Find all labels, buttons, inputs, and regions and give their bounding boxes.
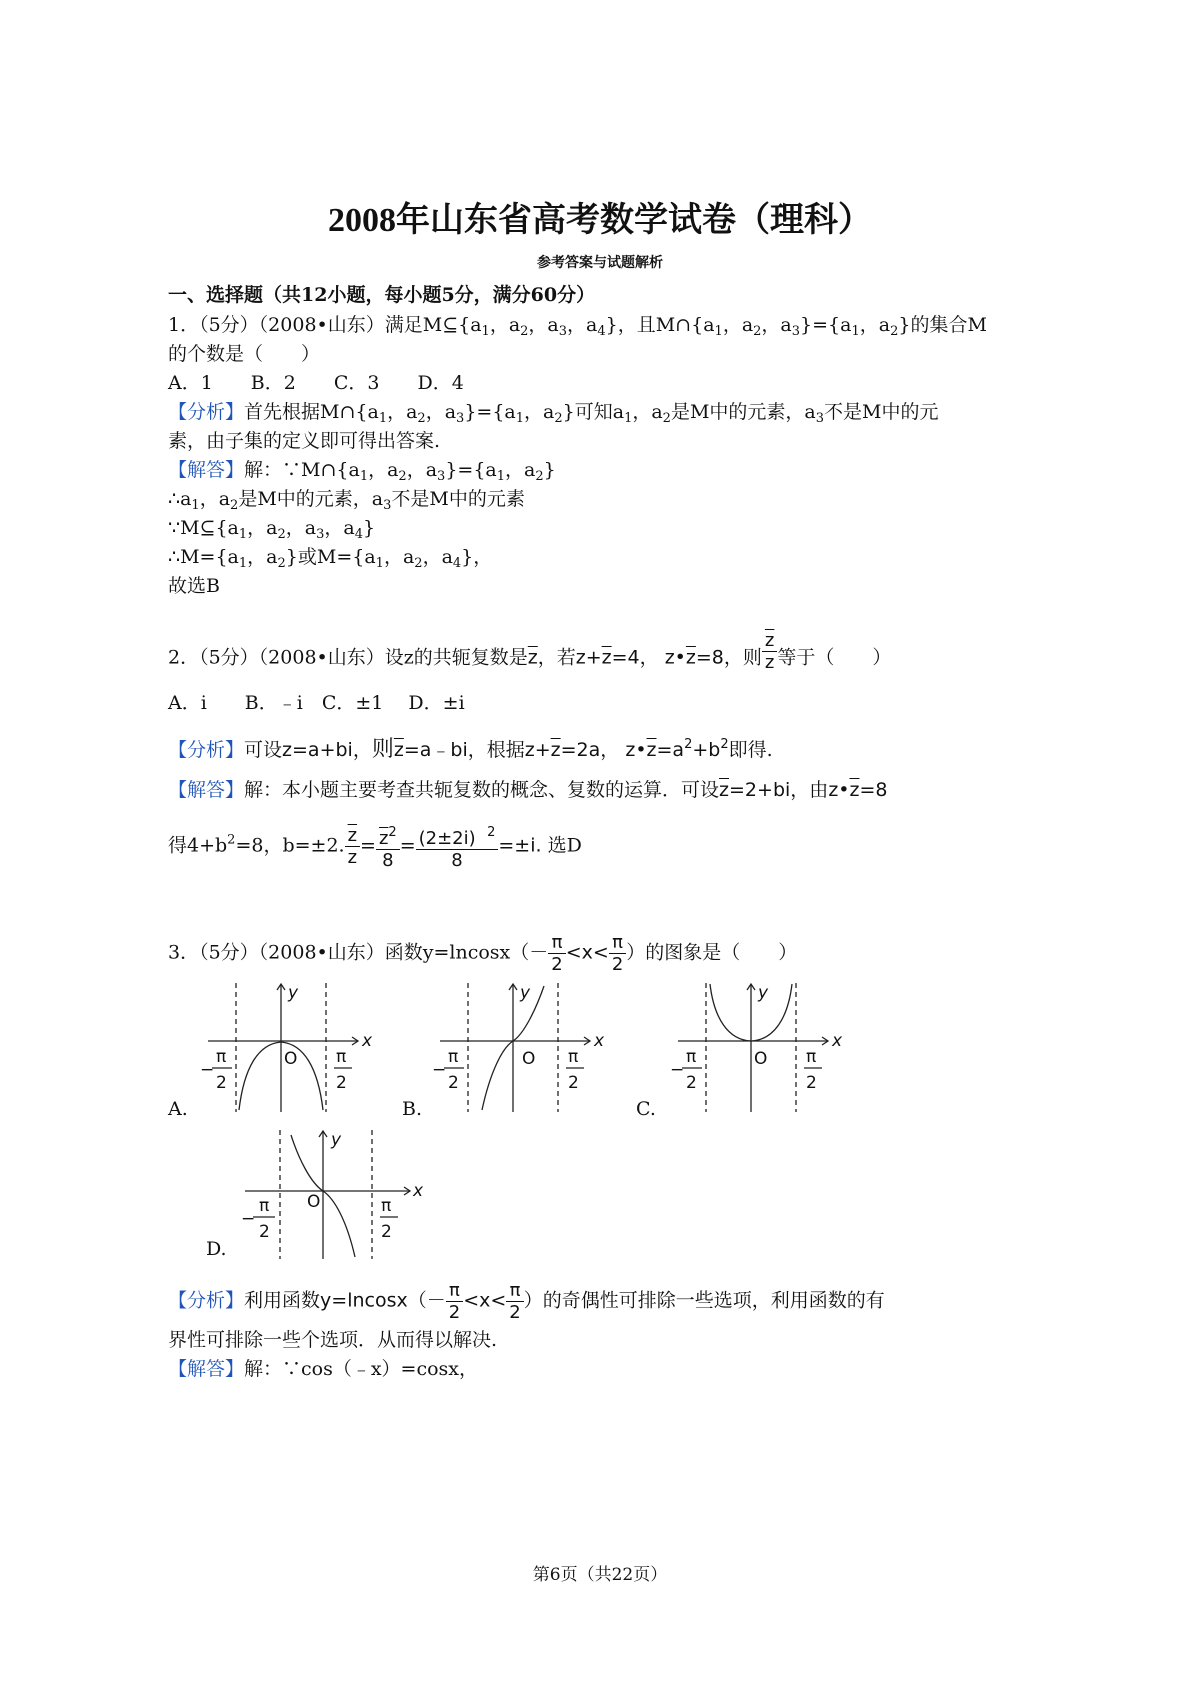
svg-text:−: − bbox=[200, 1060, 215, 1080]
svg-text:O: O bbox=[284, 1049, 298, 1069]
q1-answer-l1: 【解答】解：$\because M\cap\{a_1$，$a_2$，$a_3\}=\{a_1$，$a_2$} bbox=[168, 459, 556, 484]
svg-text:−: − bbox=[432, 1060, 447, 1080]
q3-option-a: A. bbox=[168, 1098, 188, 1120]
q1-answer-l5: 故选B bbox=[168, 575, 220, 597]
svg-text:π: π bbox=[806, 1047, 817, 1067]
q3-analysis: 【分析】利用函数y=lncosx（－ $\frac{\pi}{2}$ <x< $\frac{\pi}{2}$ ）的奇偶性可排除一些选项，利用函数的有 bbox=[168, 1280, 885, 1323]
q3-option-b: B. bbox=[402, 1098, 423, 1120]
q1-options: A．1 B．2 C．3 D．4 bbox=[168, 372, 464, 394]
svg-text:π: π bbox=[336, 1047, 347, 1067]
svg-text:y: y bbox=[520, 983, 531, 1003]
answer-tag: 【解答】 bbox=[168, 459, 245, 481]
q2-answer-l2: 得$4+b^2=8$，b=±2. $\frac{\overline{z}}{z}$ = $\frac{\overline{z}^2}{8}$ = $\frac{(2\pm 2i) ^2}{8}$ =±i. 选D bbox=[168, 822, 582, 871]
q3-option-d: D. bbox=[206, 1238, 227, 1260]
svg-text:y: y bbox=[288, 983, 299, 1003]
svg-text:π: π bbox=[686, 1047, 697, 1067]
svg-text:2: 2 bbox=[381, 1222, 392, 1242]
svg-text:y: y bbox=[331, 1130, 342, 1150]
svg-text:2: 2 bbox=[336, 1073, 347, 1093]
svg-text:π: π bbox=[259, 1196, 270, 1216]
svg-text:2: 2 bbox=[686, 1073, 697, 1093]
q1-answer-l3: $\because M⊆\{a_1$，$a_2$，$a_3$，$a_4$} bbox=[168, 517, 376, 542]
q1-stem-line1: 1．（5分）（2008•山东）满足$M⊆\{a_1$，$a_2$，$a_3$，$a_4$}，且$M\cap\{a_1$，$a_2$，$a_3\}=\{a_1$，$a_2$}的集合M bbox=[168, 314, 987, 339]
graph-d bbox=[235, 1125, 425, 1265]
analysis-tag: 【分析】 bbox=[168, 401, 245, 423]
svg-text:2: 2 bbox=[568, 1073, 579, 1093]
svg-text:2: 2 bbox=[806, 1073, 817, 1093]
page-footer: 第6页（共22页） bbox=[532, 1565, 668, 1585]
svg-text:O: O bbox=[754, 1049, 768, 1069]
q1-analysis-line2: 素，由子集的定义即可得出答案. bbox=[168, 430, 441, 452]
section-heading: 一、选择题（共12小题，每小题5分，满分60分） bbox=[168, 284, 596, 306]
q2-options: A．i B．﹣i C．±1 D．±i bbox=[168, 692, 465, 714]
svg-text:O: O bbox=[307, 1192, 321, 1212]
svg-text:2: 2 bbox=[216, 1073, 227, 1093]
q1-stem-line2: 的个数是（ ） bbox=[168, 343, 321, 365]
q3-analysis-line2: 界性可排除一些个选项．从而得以解决. bbox=[168, 1329, 498, 1351]
svg-text:O: O bbox=[522, 1049, 536, 1069]
svg-text:x: x bbox=[413, 1181, 424, 1201]
q1-analysis: 【分析】首先根据$M\cap\{a_1$，$a_2$，$a_3\}=\{a_1$，$a_2$}可知$a_1$，$a_2$是M中的元素，$a_3$不是M中的元 bbox=[168, 401, 939, 426]
q2-answer-l1: 【解答】解：本小题主要考查共轭复数的概念、复数的运算．可设$\overline{z}=2+bi$，由$z•\overline{z}=8$ bbox=[168, 779, 888, 801]
svg-text:2: 2 bbox=[448, 1073, 459, 1093]
svg-text:π: π bbox=[568, 1047, 579, 1067]
q2-stem: 2．（5分）（2008•山东）设z的共轭复数是$\overline{z}$，若$z+\overline{z}=4$， $z•\overline{z}=8$，则 $\frac{\overline{z}}{z}$ 等于（ ） bbox=[168, 630, 892, 673]
svg-text:x: x bbox=[594, 1031, 605, 1051]
q1-answer-l4: $\therefore M=\{a_1$，$a_2$}或$M=\{a_1$，$a_2$，$a_4$}， bbox=[168, 546, 493, 571]
svg-text:y: y bbox=[758, 983, 769, 1003]
svg-text:x: x bbox=[832, 1031, 843, 1051]
svg-text:π: π bbox=[216, 1047, 227, 1067]
svg-text:−: − bbox=[670, 1060, 685, 1080]
graph-c bbox=[668, 978, 848, 1118]
page-subtitle: 参考答案与试题解析 bbox=[537, 255, 663, 271]
graph-a bbox=[198, 978, 378, 1118]
svg-text:2: 2 bbox=[259, 1222, 270, 1242]
q3-stem: 3．（5分）（2008•山东）函数y=lncosx（－ $\frac{\pi}{2}$ <x< $\frac{\pi}{2}$ ）的图象是（ ） bbox=[168, 932, 798, 975]
page-title: 2008年山东省高考数学试卷（理科） bbox=[328, 202, 872, 239]
q3-option-c: C. bbox=[636, 1098, 656, 1120]
q2-analysis: 【分析】可设z=a+bi，则$\overline{z}=a﹣bi$，根据$z+\overline{z}=2a$， $z•\overline{z}=a^2+b^2$即得. bbox=[168, 737, 773, 762]
svg-text:π: π bbox=[448, 1047, 459, 1067]
svg-text:π: π bbox=[381, 1196, 392, 1216]
svg-text:−: − bbox=[241, 1209, 256, 1229]
graph-b bbox=[430, 978, 610, 1118]
q3-answer-l1: 【解答】解：∵cos（﹣x）=cosx， bbox=[168, 1358, 479, 1380]
q1-answer-l2: $\therefore a_1$，$a_2$是M中的元素，$a_3$不是M中的元素 bbox=[168, 488, 525, 513]
svg-text:x: x bbox=[362, 1031, 373, 1051]
